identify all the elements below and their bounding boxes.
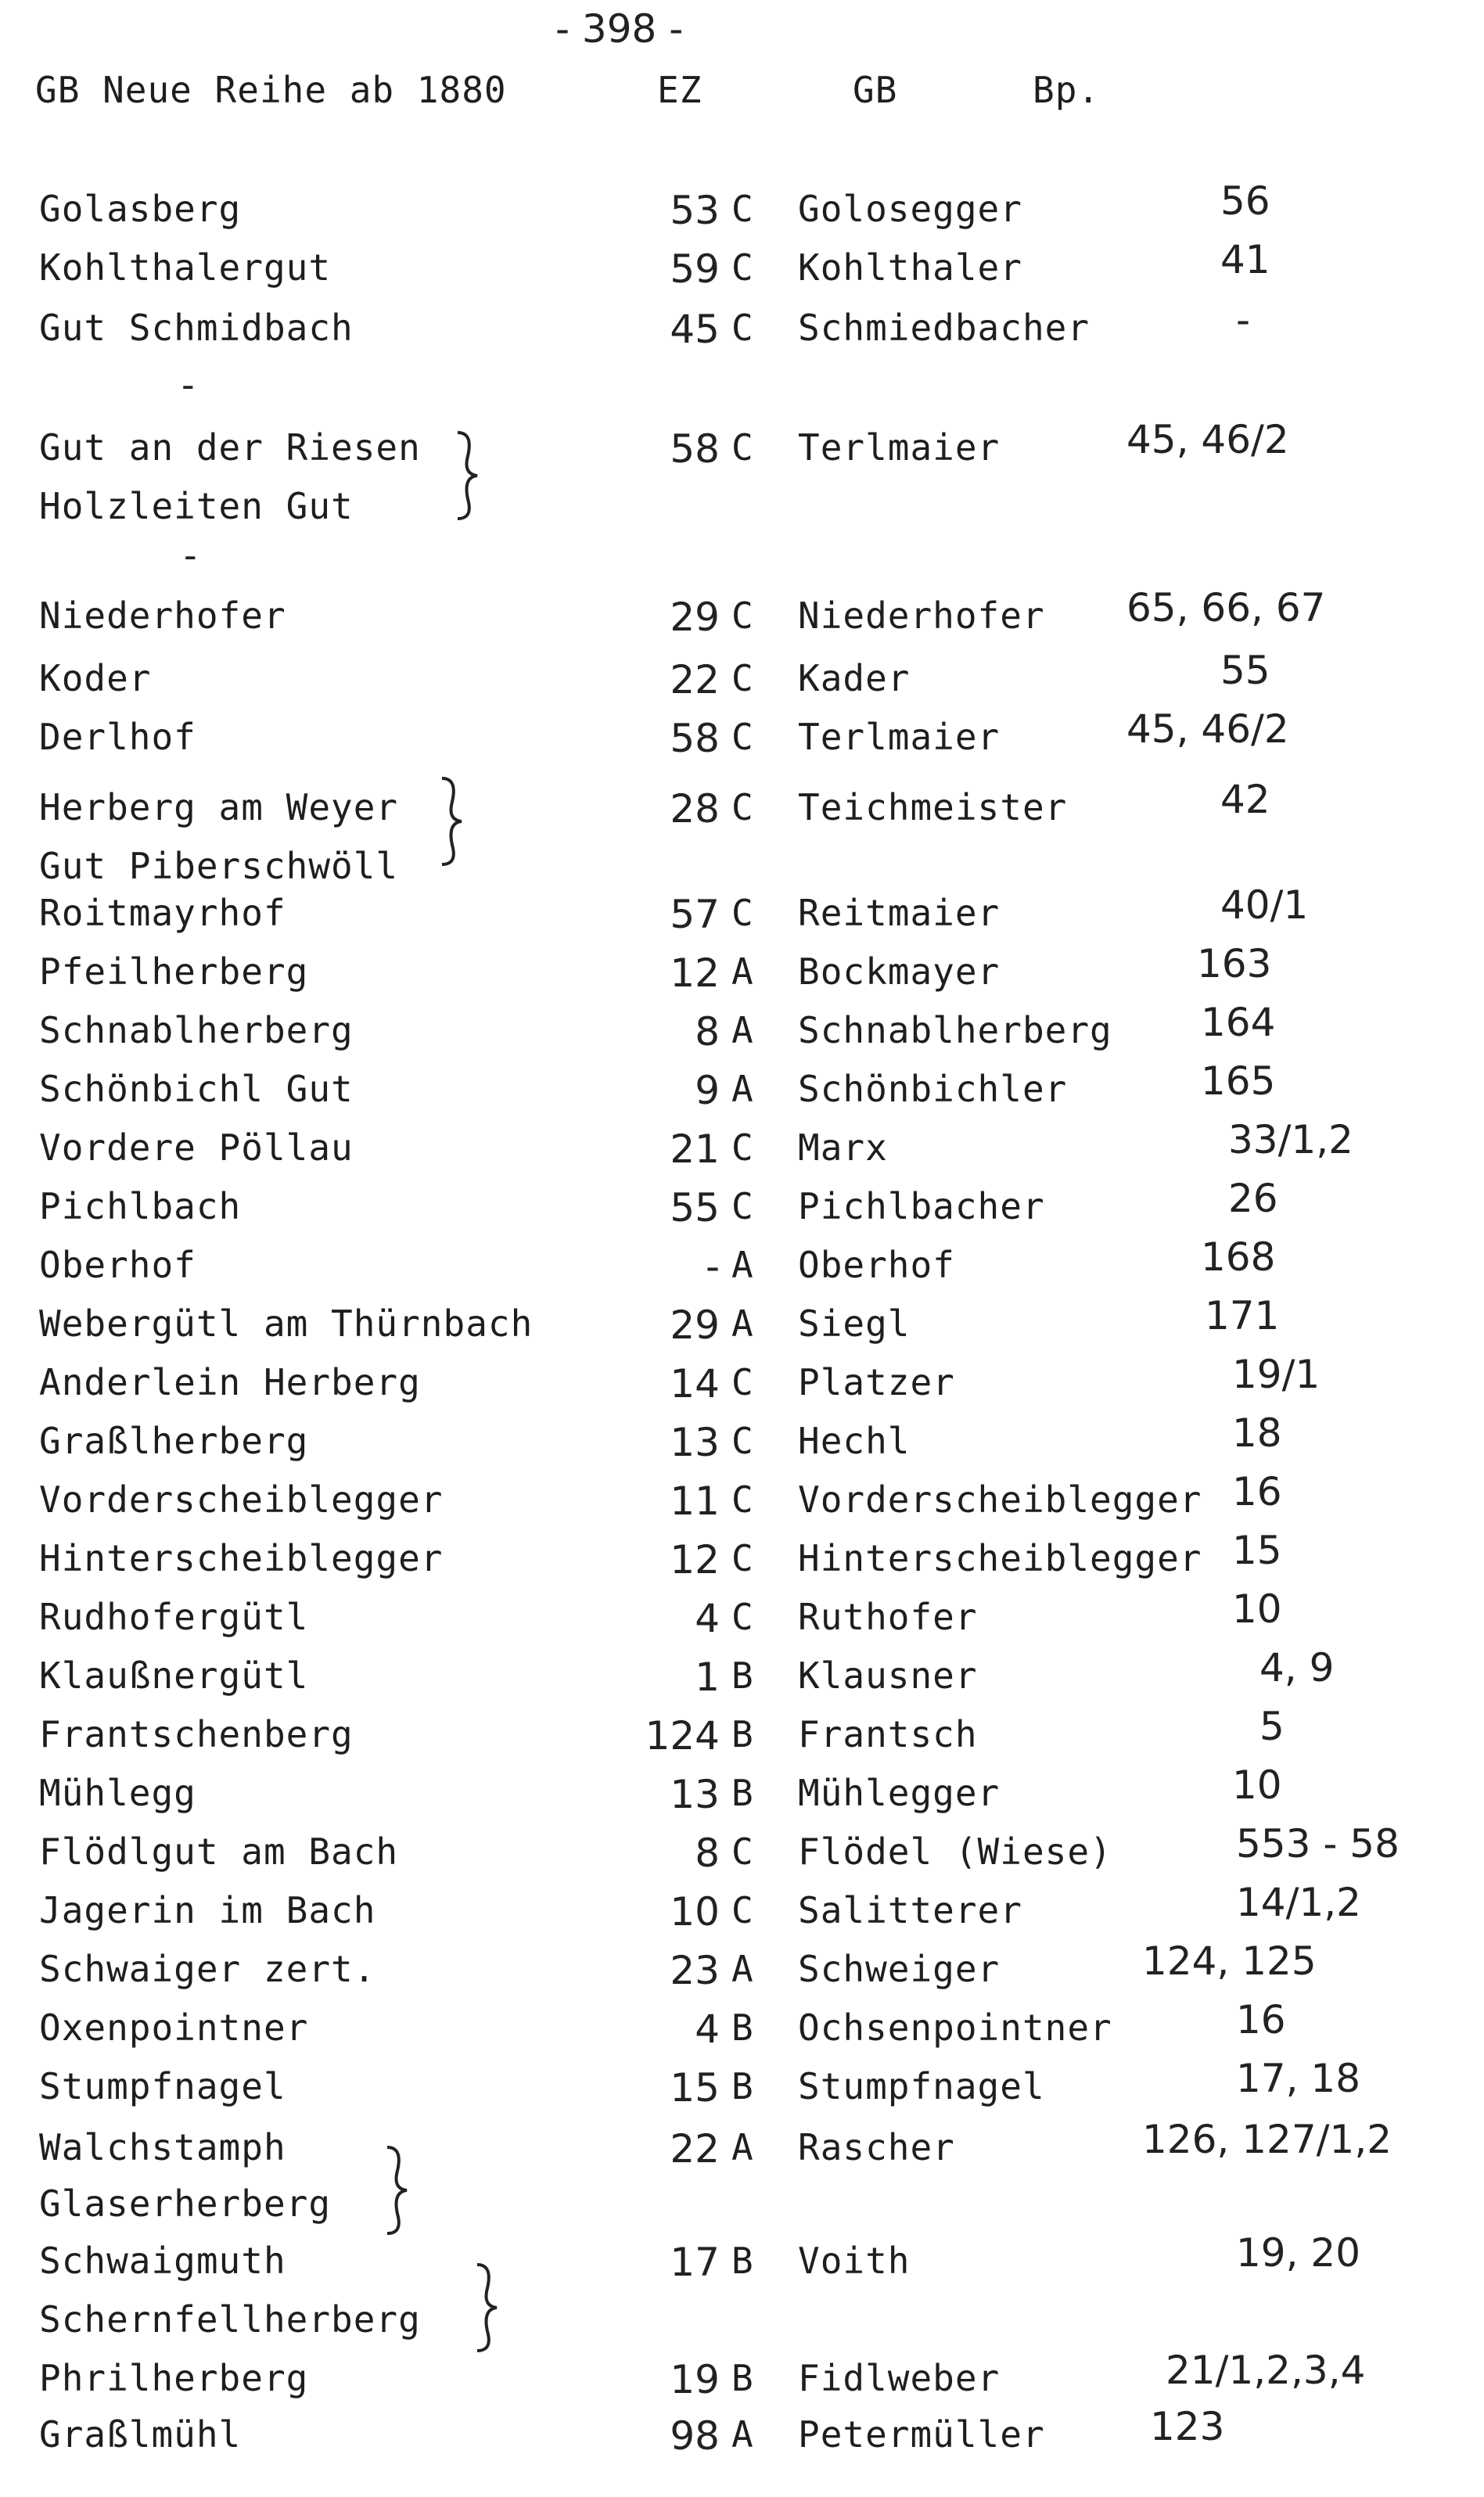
bp-number: 41 — [1220, 237, 1270, 282]
ez-class: A — [731, 1009, 754, 1051]
gb-name: Voith — [798, 2240, 911, 2282]
ez-number: 58 — [670, 716, 720, 761]
bp-number: 19/1 — [1232, 1352, 1321, 1397]
ez-number: 15 — [670, 2065, 720, 2111]
table-row — [0, 777, 1484, 845]
ez-class: B — [731, 1713, 754, 1755]
bp-number: 45, 46/2 — [1126, 706, 1289, 752]
bp-number: 123 — [1150, 2404, 1225, 2449]
farm-name: Stumpfnagel — [39, 2065, 286, 2107]
bp-number: 171 — [1205, 1293, 1280, 1338]
bp-number: 18 — [1232, 1410, 1282, 1456]
ez-class: C — [731, 1126, 754, 1169]
gb-name: Klausner — [798, 1654, 978, 1697]
gb-name: Schönbichler — [798, 1068, 1068, 1110]
gb-name: Salitterer — [798, 1889, 1022, 1931]
bp-number: 168 — [1201, 1234, 1276, 1280]
bp-number: 163 — [1197, 941, 1272, 986]
ez-class: A — [731, 950, 754, 993]
farm-name: Koder — [39, 657, 152, 699]
farm-name: Schönbichl Gut — [39, 1068, 354, 1110]
separator-dash: - — [181, 364, 195, 406]
ez-class: B — [731, 2065, 754, 2107]
ez-number: 21 — [670, 1126, 720, 1172]
farm-name: Niederhofer — [39, 595, 286, 637]
gb-name: Bockmayer — [798, 950, 1001, 993]
gb-name: Petermüller — [798, 2413, 1045, 2456]
ez-number: 8 — [695, 1009, 720, 1054]
header-ez: EZ — [657, 69, 702, 111]
bp-number: 16 — [1236, 1997, 1286, 2043]
ez-class: C — [731, 657, 754, 699]
header-gb: GB — [853, 69, 898, 111]
farm-name: Glaserherberg — [39, 2183, 332, 2225]
bp-number: 17, 18 — [1236, 2056, 1361, 2101]
ez-class: A — [731, 2126, 754, 2168]
ez-number: 53 — [670, 188, 720, 233]
bp-number: 21/1,2,3,4 — [1166, 2348, 1366, 2393]
ez-number: 14 — [670, 1361, 720, 1407]
gb-name: Teichmeister — [798, 786, 1068, 828]
ez-class: C — [731, 188, 754, 230]
header-title: GB Neue Reihe ab 1880 — [35, 69, 507, 111]
farm-name: Rudhofergütl — [39, 1596, 309, 1638]
ez-number: 4 — [695, 2007, 720, 2052]
bp-number: 42 — [1220, 777, 1270, 822]
ez-number: 55 — [670, 1185, 720, 1231]
ez-class: B — [731, 2240, 754, 2282]
farm-name: Schernfellherberg — [39, 2298, 421, 2341]
table-row — [0, 2230, 1484, 2298]
farm-name: Schwaigmuth — [39, 2240, 286, 2282]
bp-number: 56 — [1220, 178, 1270, 224]
bp-number: 40/1 — [1220, 882, 1309, 928]
ez-number: 22 — [670, 657, 720, 702]
ez-number: 59 — [670, 246, 720, 292]
bp-number: 15 — [1232, 1528, 1282, 1573]
bp-number: 10 — [1232, 1586, 1282, 1632]
ez-number: 98 — [670, 2413, 720, 2459]
ez-class: C — [731, 1831, 754, 1873]
ez-class: C — [731, 246, 754, 289]
farm-name: Mühlegg — [39, 1772, 196, 1814]
bp-number: 553 - 58 — [1236, 1821, 1400, 1866]
ez-number: - — [705, 1244, 720, 1289]
ez-number: 57 — [670, 892, 720, 937]
farm-name: Oxenpointner — [39, 2007, 309, 2049]
ez-class: B — [731, 1654, 754, 1697]
ez-class: C — [731, 716, 754, 758]
bp-number: 14/1,2 — [1236, 1880, 1361, 1925]
ez-number: 8 — [695, 1831, 720, 1876]
gb-name: Platzer — [798, 1361, 955, 1403]
gb-name: Frantsch — [798, 1713, 978, 1755]
farm-name: Kohlthalergut — [39, 246, 332, 289]
ez-class: C — [731, 1420, 754, 1462]
gb-name: Schnablherberg — [798, 1009, 1112, 1051]
farm-name: Oberhof — [39, 1244, 196, 1286]
ez-class: C — [731, 892, 754, 934]
bp-number: 165 — [1201, 1058, 1276, 1104]
farm-name: Flödlgut am Bach — [39, 1831, 399, 1873]
table-row — [0, 585, 1484, 653]
gb-name: Schmiedbacher — [798, 307, 1091, 349]
bp-number: 55 — [1220, 648, 1270, 693]
ez-number: 1 — [695, 1654, 720, 1700]
gb-name: Terlmaier — [798, 426, 1001, 469]
bp-number: 19, 20 — [1236, 2230, 1361, 2276]
header-bp: Bp. — [1033, 69, 1101, 111]
ez-class: B — [731, 2007, 754, 2049]
gb-name: Siegl — [798, 1302, 911, 1345]
ez-class: A — [731, 1244, 754, 1286]
ez-number: 12 — [670, 1537, 720, 1583]
table-row — [0, 485, 1484, 544]
grouping-brace — [454, 429, 485, 523]
gb-name: Kader — [798, 657, 911, 699]
bp-number: 33/1,2 — [1228, 1117, 1353, 1162]
farm-name: Derlhof — [39, 716, 196, 758]
gb-name: Schweiger — [798, 1948, 1001, 1990]
ez-class: C — [731, 426, 754, 469]
gb-name: Oberhof — [798, 1244, 955, 1286]
grouping-brace — [473, 2261, 505, 2355]
farm-name: Schnablherberg — [39, 1009, 354, 1051]
table-row — [0, 2117, 1484, 2185]
ez-class: C — [731, 1361, 754, 1403]
farm-name: Graßlherberg — [39, 1420, 309, 1462]
bp-number: 10 — [1232, 1762, 1282, 1808]
gb-name: Ochsenpointner — [798, 2007, 1112, 2049]
bp-number: 26 — [1228, 1176, 1278, 1221]
farm-name: Gut Schmidbach — [39, 307, 354, 349]
farm-name: Anderlein Herberg — [39, 1361, 421, 1403]
ez-number: 17 — [670, 2240, 720, 2285]
gb-name: Golosegger — [798, 188, 1022, 230]
farm-name: Herberg am Weyer — [39, 786, 399, 828]
gb-name: Rascher — [798, 2126, 955, 2168]
ez-class: C — [731, 1478, 754, 1521]
table-row — [0, 2056, 1484, 2124]
ez-class: C — [731, 1537, 754, 1579]
ez-number: 22 — [670, 2126, 720, 2172]
ez-class: A — [731, 1302, 754, 1345]
table-row — [0, 237, 1484, 305]
farm-name: Walchstamph — [39, 2126, 286, 2168]
gb-name: Pichlbacher — [798, 1185, 1045, 1227]
ez-number: 29 — [670, 595, 720, 640]
farm-name: Phrilherberg — [39, 2357, 309, 2399]
ez-number: 13 — [670, 1420, 720, 1465]
ez-number: 13 — [670, 1772, 720, 1817]
farm-name: Gut Piberschwöll — [39, 845, 399, 887]
ez-number: 29 — [670, 1302, 720, 1348]
ez-number: 58 — [670, 426, 720, 472]
bp-number: 164 — [1201, 1000, 1276, 1045]
farm-name: Klaußnergütl — [39, 1654, 309, 1697]
gb-name: Kohlthaler — [798, 246, 1022, 289]
farm-name: Golasberg — [39, 188, 242, 230]
farm-name: Vordere Pöllau — [39, 1126, 354, 1169]
gb-name: Marx — [798, 1126, 888, 1169]
grouping-brace — [383, 2143, 415, 2237]
ez-number: 19 — [670, 2357, 720, 2402]
bp-number: 124, 125 — [1142, 1938, 1317, 1984]
ez-class: C — [731, 1596, 754, 1638]
grouping-brace — [438, 774, 469, 868]
farm-name: Gut an der Riesen — [39, 426, 421, 469]
table-row — [0, 706, 1484, 774]
farm-name: Graßlmühl — [39, 2413, 242, 2456]
gb-name: Terlmaier — [798, 716, 1001, 758]
farm-name: Pichlbach — [39, 1185, 242, 1227]
ez-number: 12 — [670, 950, 720, 996]
farm-name: Frantschenberg — [39, 1713, 354, 1755]
gb-name: Vorderscheiblegger — [798, 1478, 1202, 1521]
gb-name: Hinterscheiblegger — [798, 1537, 1202, 1579]
bp-number: 5 — [1259, 1704, 1285, 1749]
ez-number: 10 — [670, 1889, 720, 1935]
bp-number: - — [1236, 297, 1251, 343]
farm-name: Holzleiten Gut — [39, 485, 354, 527]
table-row — [0, 297, 1484, 365]
gb-name: Niederhofer — [798, 595, 1045, 637]
table-row — [0, 417, 1484, 485]
farm-name: Hinterscheiblegger — [39, 1537, 444, 1579]
gb-name: Flödel (Wiese) — [798, 1831, 1112, 1873]
gb-name: Ruthofer — [798, 1596, 978, 1638]
ez-number: 23 — [670, 1948, 720, 1993]
table-row — [0, 2348, 1484, 2416]
gb-name: Reitmaier — [798, 892, 1001, 934]
ez-number: 11 — [670, 1478, 720, 1524]
gb-name: Stumpfnagel — [798, 2065, 1045, 2107]
bp-number: 4, 9 — [1259, 1645, 1335, 1690]
ez-number: 28 — [670, 786, 720, 832]
gb-name: Fidlweber — [798, 2357, 1001, 2399]
ez-class: C — [731, 1185, 754, 1227]
farm-name: Roitmayrhof — [39, 892, 286, 934]
page-number: - 398 - — [555, 6, 684, 52]
farm-name: Schwaiger zert. — [39, 1948, 376, 1990]
ez-class: C — [731, 786, 754, 828]
ez-class: C — [731, 595, 754, 637]
ez-number: 9 — [695, 1068, 720, 1113]
farm-name: Vorderscheiblegger — [39, 1478, 444, 1521]
ez-number: 124 — [645, 1713, 720, 1759]
ez-class: A — [731, 1948, 754, 1990]
ez-class: B — [731, 2357, 754, 2399]
ez-number: 45 — [670, 307, 720, 352]
gb-name: Mühlegger — [798, 1772, 1001, 1814]
farm-name: Webergütl am Thürnbach — [39, 1302, 534, 1345]
farm-name: Jagerin im Bach — [39, 1889, 376, 1931]
gb-name: Hechl — [798, 1420, 911, 1462]
separator-dash: - — [184, 534, 197, 577]
ez-class: B — [731, 1772, 754, 1814]
ez-number: 4 — [695, 1596, 720, 1641]
table-row — [0, 2404, 1484, 2472]
ez-class: C — [731, 1889, 754, 1931]
ez-class: A — [731, 1068, 754, 1110]
ez-class: A — [731, 2413, 754, 2456]
bp-number: 45, 46/2 — [1126, 417, 1289, 462]
farm-name: Pfeilherberg — [39, 950, 309, 993]
bp-number: 126, 127/1,2 — [1142, 2117, 1392, 2162]
bp-number: 65, 66, 67 — [1126, 585, 1326, 631]
ez-class: C — [731, 307, 754, 349]
bp-number: 16 — [1232, 1469, 1282, 1514]
